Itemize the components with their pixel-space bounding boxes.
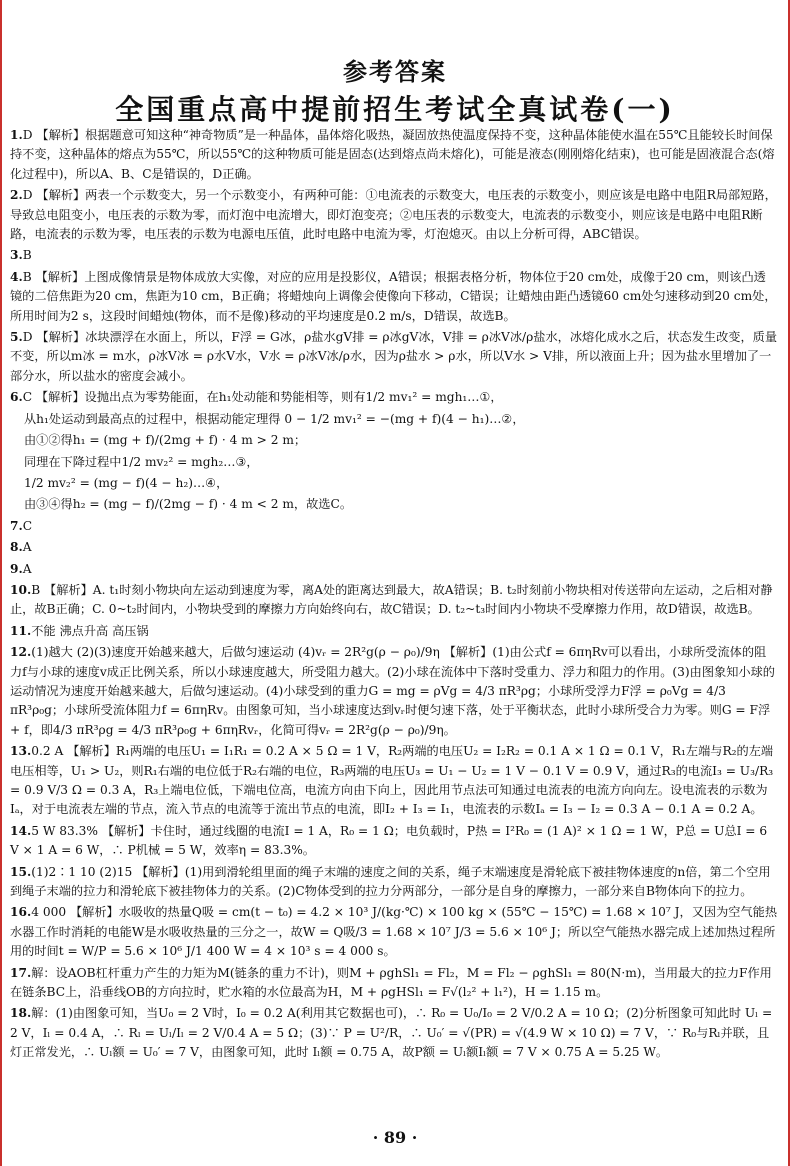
answer-number: 5.	[10, 330, 23, 345]
answer-number: 9.	[10, 561, 23, 576]
answer-item	[10, 246, 778, 265]
answer-text: 由③④得h₂ = (mg − f)/(2mg − f) · 4 m < 2 m，故选C。	[24, 497, 353, 512]
answer-text: 0.2 A 【解析】R₁两端的电压U₁ = I₁R₁ = 0.2 A × 5 Ω = 1 V，R₂两端的电压U₂ = I₂R₂ = 0.1 A × 1 Ω = 0.1 V，R₁左端与R₂的左端电压相等，U₁ > U₂，则R₁右端的电位低于R₂右端的电位，R₃两端的电压U₃ = U₁ − U₂ = 1 V − 0.1 V = 0.9 V，通过R₃的电流I₃ = U₃/R₃ = 0.9 V/3 Ω = 0.3 A，R₃上端电位低，下端电位高，电流方向由下向上，因此用节点法可知通过电流表的电流方向向左。设电流表的示数为Iₐ，对于电流表左端的节点，流入节点的电流等于流出节点的电流，即I₂ + I₃ = I₁，电流表的示数Iₐ = I₃ − I₂ = 0.3 A − 0.1 A = 0.2 A。	[10, 744, 774, 817]
answer-text: 不能 沸点升高 高压锅	[31, 623, 149, 638]
answer-item	[10, 742, 778, 820]
answer-item	[10, 643, 778, 740]
answer-continuation	[10, 410, 778, 429]
answer-item	[10, 126, 778, 184]
answer-number: 7.	[10, 518, 23, 533]
answer-text: B 【解析】上图成像情景是物体成放大实像，对应的应用是投影仪，A错误；根据表格分析，物体位于20 cm处，成像于20 cm，则该凸透镜的二倍焦距为20 cm，焦距为10 cm，B正确；将蜡烛向上调像会使像向下移动，C错误；让蜡烛由距凸透镜60 cm处匀速移动到20 cm处，所用时间为2 s，这段时间蜡烛(物体，而不是像)移动的平均速度是0.2 m/s，D错误，故选B。	[10, 269, 777, 323]
answer-number: 6.	[10, 390, 23, 405]
answer-text: A	[22, 540, 32, 555]
answer-continuation	[10, 474, 778, 493]
answer-item	[10, 581, 778, 620]
answer-text: B 【解析】A. t₁时刻小物块向左运动到速度为零，离A处的距离达到最大，故A错误；B. t₂时刻前小物块相对传送带向左运动，之后相对静止，故B正确；C. 0~t₂时间内，小物块受到的摩擦力方向始终向右，故C错误；D. t₂~t₃时间内小物块不受摩擦力作用，故D错误，故选B。	[10, 582, 773, 617]
answer-list	[10, 126, 778, 1065]
answer-text: (1)2∶1 10 (2)15 【解析】(1)用到滑轮组里面的绳子末端的速度之间的关系，绳子末端速度是滑轮底下被挂物体速度的n倍，第二个空用到绳子末端的拉力和滑轮底下被挂物体力的关系。(2)C物体受到的拉力分两部分，一部分是自身的摩擦力，一部分来自B物体向下的拉力。	[10, 864, 771, 899]
answer-text: B	[22, 248, 32, 263]
answer-item	[10, 822, 778, 861]
answer-number: 15.	[10, 864, 32, 879]
answer-text: 从h₁处运动到最高点的过程中，根据动能定理得 0 − 1/2 mv₁² = −(mg + f)(4 − h₁)…②，	[24, 411, 525, 426]
answer-text: 解：设AOB杠杆重力产生的力矩为M(链条的重力不计)，则M + ρghSl₁ = Fl₂，M = Fl₂ − ρghSl₁ = 80(N·m)，当用最大的拉力F作用在链条BC上，沿垂线OB的方向拉时，贮水箱的水位最高为H，M + ρgHSl₁ = F√(l₂² + l₁²)，H = 1.15 m。	[10, 965, 772, 1000]
answer-item	[10, 328, 778, 386]
answer-text: D 【解析】根据题意可知这种“神奇物质”是一种晶体，晶体熔化吸热，凝固放热使温度保持不变，这种晶体能使水温在55℃且能较长时间保持不变，这种晶体的熔点为55℃，所以55℃的这种物质可能是固态(达到熔点尚未熔化)，可能是液态(刚刚熔化结束)，也可能是固液混合态(熔化过程中)，所以A、B、C是错误的，D正确。	[10, 128, 775, 181]
answer-number: 17.	[10, 965, 32, 980]
answer-text: 同理在下降过程中1/2 mv₂² = mgh₂…③，	[24, 454, 259, 469]
answer-item	[10, 863, 778, 902]
page-title: 参考答案	[343, 57, 447, 86]
answer-continuation	[10, 495, 778, 514]
answer-text: D 【解析】两表一个示数变大，另一个示数变小，有两种可能：①电流表的示数变大，电压表的示数变小，则应该是电路中电阻R局部短路，导致总电阻变小，电压表的示数为零，而灯泡中电流增大，即灯泡变亮；②电压表的示数变大，电流表的示数变小，则应该是电路中电阻R断路，电流表的示数为零，电压表的示数为电源电压值，此时电路中电流为零，灯泡熄灭。由以上分析可得，ABC错误。	[10, 188, 777, 242]
answer-number: 16.	[10, 905, 32, 920]
page-number: · 89 ·	[372, 1128, 418, 1147]
answer-item	[10, 538, 778, 557]
answer-text: 1/2 mv₂² = (mg − f)(4 − h₂)…④，	[24, 475, 229, 490]
answer-text: 解：(1)由图象可知，当U₀ = 2 V时，I₀ = 0.2 A(利用其它数据也可)，∴ R₀ = U₀/I₀ = 2 V/0.2 A = 10 Ω；(2)分析图象可知此时 Uₗ = 2 V，Iₗ = 0.4 A，∴ Rₗ = Uₗ/Iₗ = 2 V/0.4 A = 5 Ω；(3)∵ P = U²/R，∴ U₀′ = √(PR) = √(4.9 W × 10 Ω) = 7 V，∵ R₀与Rₗ并联，且灯正常发光，∴ Uₗ额 = U₀′ = 7 V，由图象可知，此时 Iₗ额 = 0.75 A，故P额 = Uₗ额Iₗ额 = 7 V × 0.75 A = 5.25 W。	[10, 1006, 773, 1060]
answer-number: 4.	[10, 269, 23, 284]
answer-text: D 【解析】冰块漂浮在水面上，所以，F浮 = G冰，ρ盐水gV排 = ρ冰gV冰，V排 = ρ冰V冰/ρ盐水，冰熔化成水之后，状态发生改变，质量不变，所以m冰 = m水，ρ冰V冰 = ρ水V水，V水 = ρ冰V冰/ρ水，因为ρ盐水 > ρ水，所以V水 > V排，所以液面上升；因为盐水里增加了一部分水，所以盐水的密度会减小。	[10, 330, 778, 383]
answer-text: C	[22, 518, 33, 533]
answer-number: 13.	[10, 744, 32, 759]
answer-item	[10, 560, 778, 579]
answer-item	[10, 268, 778, 326]
answer-text: C 【解析】设抛出点为零势能面，在h₁处动能和势能相等，则有1/2 mv₁² = mgh₁…①，	[22, 390, 503, 405]
answer-number: 8.	[10, 540, 23, 555]
answer-item	[10, 517, 778, 536]
answer-number: 10.	[10, 582, 32, 597]
answer-item	[10, 186, 778, 244]
answer-item	[10, 964, 778, 1003]
answer-number: 1.	[10, 128, 23, 142]
answer-number: 2.	[10, 188, 23, 203]
answer-text: A	[22, 561, 32, 576]
answer-item	[10, 622, 778, 641]
exam-subtitle: 全国重点高中提前招生考试全真试卷(一)	[115, 93, 675, 126]
answer-item	[10, 1004, 778, 1062]
answer-number: 14.	[10, 823, 32, 838]
answer-text: 4 000 【解析】水吸收的热量Q吸 = cm(t − t₀) = 4.2 × 10³ J/(kg·℃) × 100 kg × (55℃ − 15℃) = 1.68 × 10⁷ J，又因为空气能热水器工作时消耗的电能W是水吸收热量的三分之一，故W = Q吸/3 = 1.68 × 10⁷ J/3 = 5.6 × 10⁶ J；所以空气能热水器完成上述加热过程所用的时间t = W/P = 5.6 × 10⁶ J/1 400 W = 4 × 10³ s = 4 000 s。	[10, 905, 778, 959]
answer-item	[10, 388, 778, 407]
answer-number: 3.	[10, 248, 23, 263]
answer-number: 18.	[10, 1006, 32, 1021]
answer-text: 5 W 83.3% 【解析】卡住时，通过线圈的电流I = 1 A，R₀ = 1 Ω；电负载时，P热 = I²R₀ = (1 A)² × 1 Ω = 1 W，P总 = U总I = 6 V × 1 A = 6 W，∴ P机械 = 5 W，效率η = 83.3%。	[10, 823, 768, 858]
answer-item	[10, 903, 778, 961]
answer-number: 12.	[10, 645, 32, 660]
answer-text: 由①②得h₁ = (mg + f)/(2mg + f) · 4 m > 2 m；	[24, 433, 307, 448]
answer-continuation	[10, 453, 778, 472]
answer-continuation	[10, 431, 778, 450]
answer-number: 11.	[10, 623, 32, 638]
answer-text: (1)越大 (2)(3)速度开始越来越大，后做匀速运动 (4)vᵣ = 2R²g(ρ − ρ₀)/9η 【解析】(1)由公式f = 6πηRv可以看出，小球所受流体的阻力f与小球的速度v成正比例关系，所以小球速度越大，所受阻力越大。(2)小球在流体中下落时受重力、浮力和阻力的作用。(3)由图象知小球的运动情况为速度开始越来越大，后做匀速运动。(4)小球受到的重力G = mg = ρVg = 4/3 πR³ρg；小球所受浮力F浮 = ρ₀Vg = 4/3 πR³ρ₀g；小球所受流体阻力f = 6πηRv。由图象可知，当小球速度达到vᵣ时便匀速下落，处于平衡状态，此时小球所受合力为零。则G = F浮 + f，即4/3 πR³ρg = 4/3 πR³ρ₀g + 6πηRvᵣ，化简可得vᵣ = 2R²g(ρ − ρ₀)/9η。	[10, 645, 775, 737]
